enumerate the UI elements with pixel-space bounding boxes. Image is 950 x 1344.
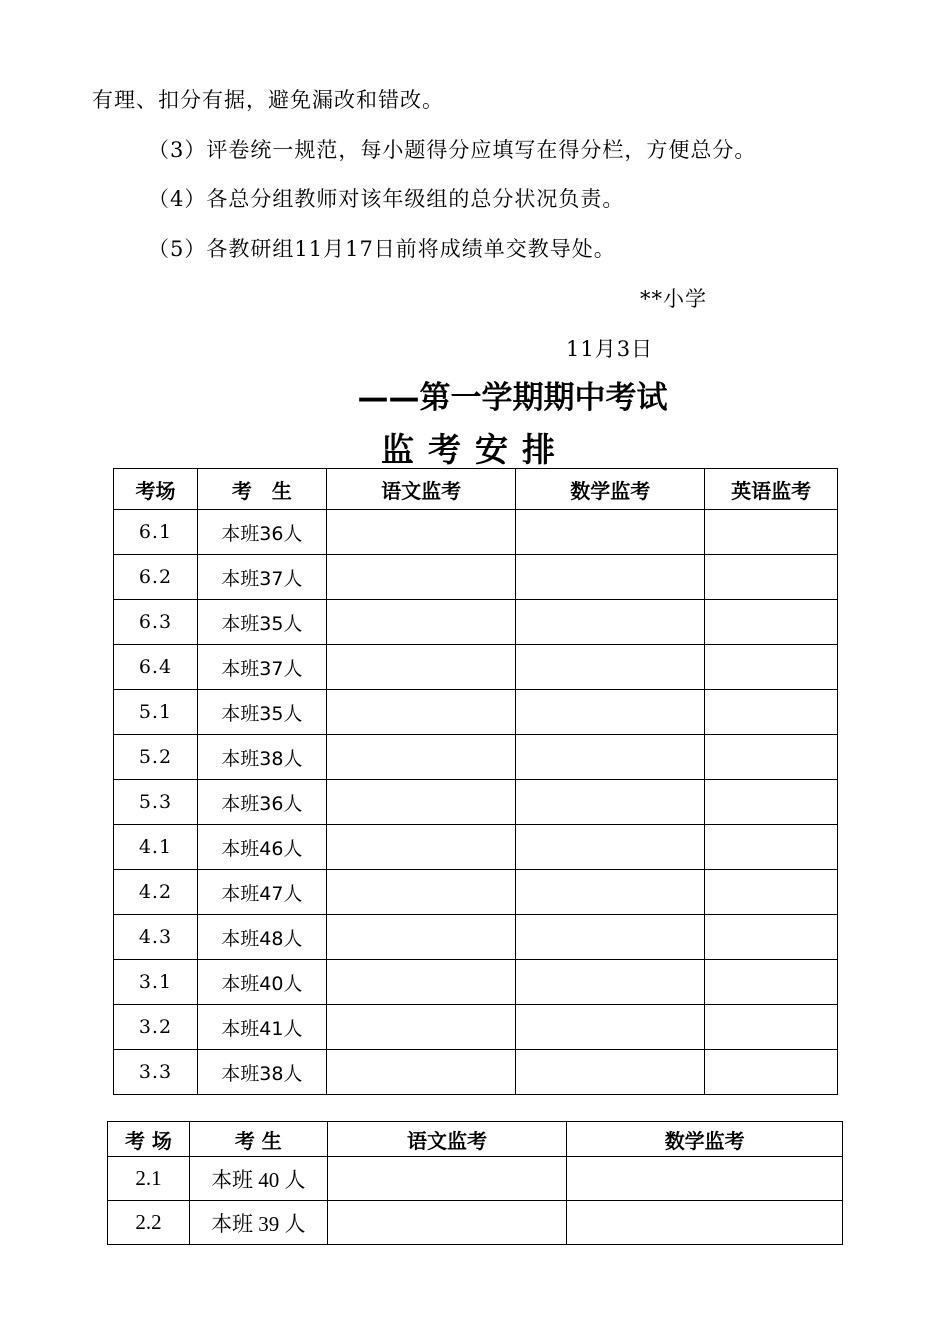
math-proctor-cell[interactable] xyxy=(516,735,705,780)
english-proctor-cell[interactable] xyxy=(705,915,838,960)
header-students: 考 生 xyxy=(189,1122,327,1157)
table-row xyxy=(114,690,838,735)
chinese-proctor-cell[interactable] xyxy=(326,825,516,870)
chinese-proctor-cell[interactable] xyxy=(326,735,516,780)
math-proctor-cell[interactable] xyxy=(516,825,705,870)
chinese-proctor-cell[interactable] xyxy=(326,690,516,735)
chinese-proctor-cell[interactable] xyxy=(327,1157,567,1201)
math-proctor-cell[interactable] xyxy=(567,1157,843,1201)
page-subtitle: 监考安排 xyxy=(381,430,569,469)
students-cell: 本班37人 xyxy=(197,555,326,600)
math-proctor-cell[interactable] xyxy=(516,915,705,960)
room-cell: 6.4 xyxy=(114,645,198,690)
students-cell: 本班35人 xyxy=(197,690,326,735)
room-cell: 4.3 xyxy=(114,915,198,960)
room-cell: 3.2 xyxy=(114,1005,198,1050)
students-cell: 本班46人 xyxy=(197,825,326,870)
table-row xyxy=(114,825,838,870)
chinese-proctor-cell[interactable] xyxy=(326,555,516,600)
room-cell: 3.3 xyxy=(114,1050,198,1095)
room-cell: 3.1 xyxy=(114,960,198,1005)
table-row xyxy=(108,1201,843,1245)
chinese-proctor-cell[interactable] xyxy=(326,510,516,555)
english-proctor-cell[interactable] xyxy=(705,870,838,915)
intro-line-1: 有理、扣分有据，避免漏改和错改。 xyxy=(92,88,444,112)
table-row xyxy=(114,1050,838,1095)
math-proctor-cell[interactable] xyxy=(516,870,705,915)
students-cell: 本班37人 xyxy=(197,645,326,690)
chinese-proctor-cell[interactable] xyxy=(326,645,516,690)
english-proctor-cell[interactable] xyxy=(705,1050,838,1095)
signature: **小学 xyxy=(640,287,707,311)
chinese-proctor-cell[interactable] xyxy=(327,1201,567,1245)
header-chinese-proctor: 语文监考 xyxy=(326,469,516,510)
students-cell: 本班48人 xyxy=(197,915,326,960)
students-cell: 本班47人 xyxy=(197,870,326,915)
room-cell: 2.2 xyxy=(108,1201,190,1245)
math-proctor-cell[interactable] xyxy=(516,780,705,825)
students-cell: 本班40人 xyxy=(197,960,326,1005)
students-cell: 本班36人 xyxy=(197,780,326,825)
math-proctor-cell[interactable] xyxy=(516,600,705,645)
room-cell: 5.3 xyxy=(114,780,198,825)
table-row xyxy=(114,600,838,645)
table-row xyxy=(114,870,838,915)
math-proctor-cell[interactable] xyxy=(516,555,705,600)
english-proctor-cell[interactable] xyxy=(705,600,838,645)
header-math-proctor: 数学监考 xyxy=(516,469,705,510)
math-proctor-cell[interactable] xyxy=(516,510,705,555)
students-cell: 本班38人 xyxy=(197,1050,326,1095)
header-students: 考 生 xyxy=(197,469,326,510)
date: 11月3日 xyxy=(566,337,654,361)
math-proctor-cell[interactable] xyxy=(516,1050,705,1095)
room-cell: 5.1 xyxy=(114,690,198,735)
proctor-table-1 xyxy=(113,468,838,1095)
room-cell: 4.1 xyxy=(114,825,198,870)
chinese-proctor-cell[interactable] xyxy=(326,1005,516,1050)
table-row xyxy=(114,1005,838,1050)
chinese-proctor-cell[interactable] xyxy=(326,960,516,1005)
math-proctor-cell[interactable] xyxy=(516,690,705,735)
students-cell: 本班 40 人 xyxy=(189,1157,327,1201)
table-row xyxy=(108,1157,843,1201)
math-proctor-cell[interactable] xyxy=(516,1005,705,1050)
english-proctor-cell[interactable] xyxy=(705,555,838,600)
chinese-proctor-cell[interactable] xyxy=(326,870,516,915)
chinese-proctor-cell[interactable] xyxy=(326,915,516,960)
table-row xyxy=(114,510,838,555)
header-room: 考 场 xyxy=(108,1122,190,1157)
header-english-proctor: 英语监考 xyxy=(705,469,838,510)
students-cell: 本班35人 xyxy=(197,600,326,645)
students-cell: 本班38人 xyxy=(197,735,326,780)
room-cell: 4.2 xyxy=(114,870,198,915)
english-proctor-cell[interactable] xyxy=(705,960,838,1005)
english-proctor-cell[interactable] xyxy=(705,735,838,780)
students-cell: 本班41人 xyxy=(197,1005,326,1050)
table-row xyxy=(114,555,838,600)
math-proctor-cell[interactable] xyxy=(567,1201,843,1245)
table-row xyxy=(114,735,838,780)
table-row xyxy=(114,960,838,1005)
room-cell: 5.2 xyxy=(114,735,198,780)
math-proctor-cell[interactable] xyxy=(516,960,705,1005)
chinese-proctor-cell[interactable] xyxy=(326,600,516,645)
students-cell: 本班36人 xyxy=(197,510,326,555)
header-chinese-proctor: 语文监考 xyxy=(327,1122,567,1157)
room-cell: 6.3 xyxy=(114,600,198,645)
intro-line-3: （4）各总分组教师对该年级组的总分状况负责。 xyxy=(148,187,625,211)
proctor-table-2 xyxy=(107,1121,843,1245)
intro-line-4: （5）各教研组11月17日前将成绩单交教导处。 xyxy=(148,237,616,261)
chinese-proctor-cell[interactable] xyxy=(326,780,516,825)
students-cell: 本班 39 人 xyxy=(189,1201,327,1245)
english-proctor-cell[interactable] xyxy=(705,510,838,555)
english-proctor-cell[interactable] xyxy=(705,825,838,870)
room-cell: 6.2 xyxy=(114,555,198,600)
english-proctor-cell[interactable] xyxy=(705,1005,838,1050)
english-proctor-cell[interactable] xyxy=(705,690,838,735)
english-proctor-cell[interactable] xyxy=(705,645,838,690)
table-row xyxy=(114,780,838,825)
table-header-row xyxy=(108,1122,843,1157)
header-room: 考场 xyxy=(114,469,198,510)
room-cell: 2.1 xyxy=(108,1157,190,1201)
math-proctor-cell[interactable] xyxy=(516,645,705,690)
table-row xyxy=(114,915,838,960)
chinese-proctor-cell[interactable] xyxy=(326,1050,516,1095)
table-row xyxy=(114,645,838,690)
english-proctor-cell[interactable] xyxy=(705,780,838,825)
room-cell: 6.1 xyxy=(114,510,198,555)
header-math-proctor: 数学监考 xyxy=(567,1122,843,1157)
table-header-row xyxy=(114,469,838,510)
intro-line-2: （3）评卷统一规范，每小题得分应填写在得分栏，方便总分。 xyxy=(148,138,757,162)
page-title: ——第一学期期中考试 xyxy=(357,380,668,416)
